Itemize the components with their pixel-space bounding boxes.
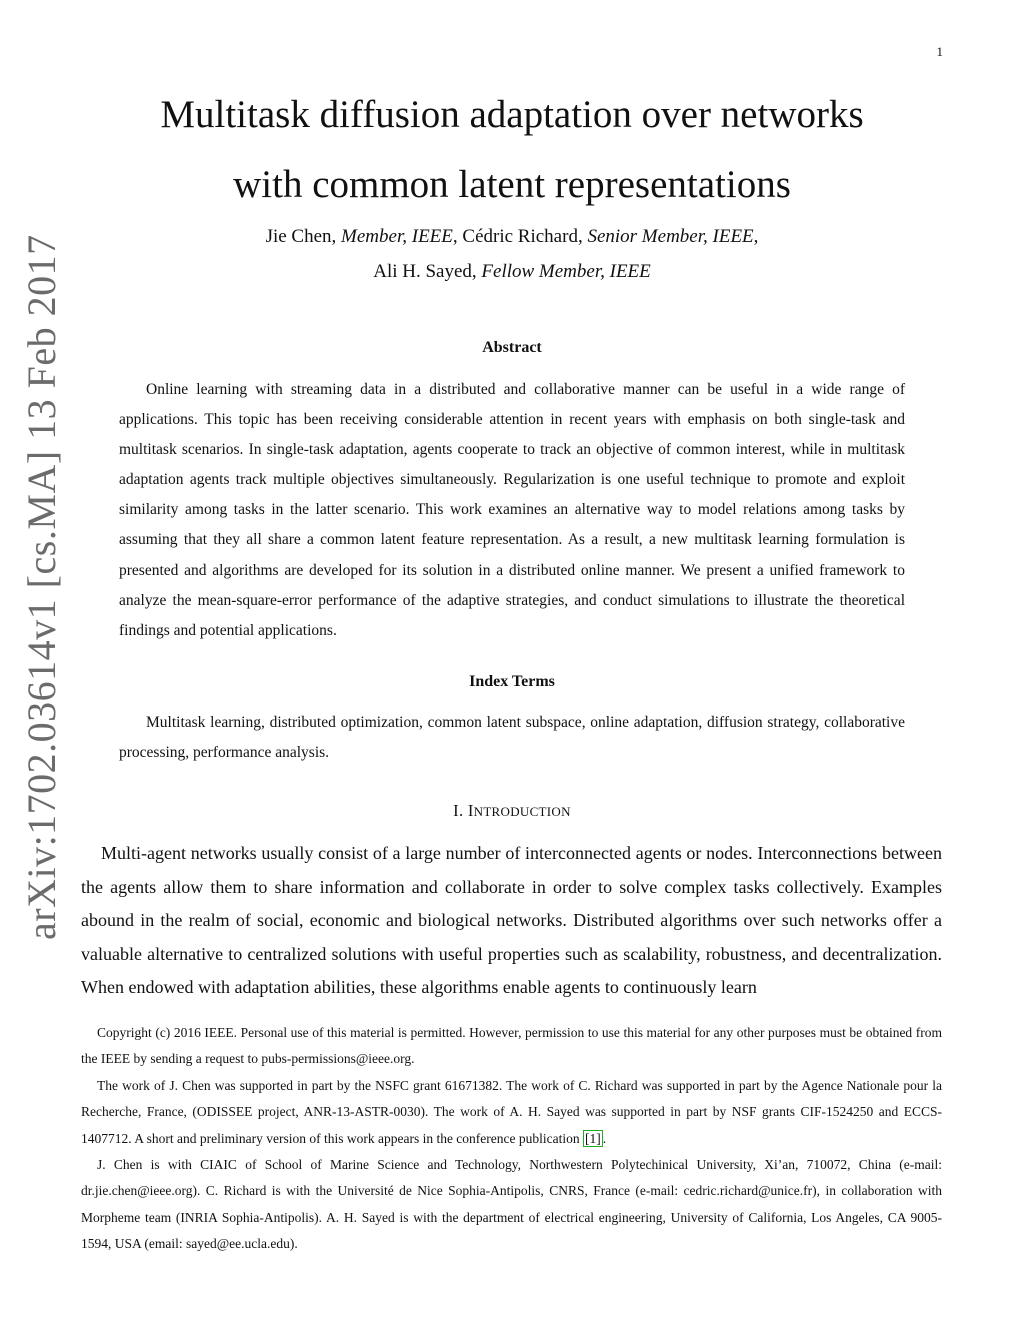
author-membership: Fellow Member, IEEE <box>481 261 651 282</box>
copyright-note: Copyright (c) 2016 IEEE. Personal use of this material is permitted. However, permission to use this material for any other purposes must be obtained from the IEEE by sending a request to pubs-permissions@ieee.org. <box>81 1025 942 1067</box>
introduction-text: Multi-agent networks usually consist of a large number of interconnected agents or nodes. Interconnections between the agents allow them to share information and collaborate in order to solve complex tasks collectively. Examples abound in the realm of social, economic and biological networks. Distributed algorithms over such networks offer a valuable alternative to centralized solutions with useful properties such as scalability, robustness, and decentralization. When endowed with adaptation abilities, these algorithms enable agents to continuously learn <box>81 843 942 997</box>
title-line-2: with common latent representations <box>233 163 791 206</box>
funding-text-end: . <box>602 1130 607 1146</box>
section-title-rest: NTRODUCTION <box>473 804 571 819</box>
footnotes <box>81 1020 942 1258</box>
index-terms-heading: Index Terms <box>469 673 555 690</box>
section-title-initial: I <box>467 801 474 820</box>
author-name: Jie Chen, <box>265 226 342 247</box>
funding-note <box>81 1073 942 1152</box>
affiliation-note: J. Chen is with CIAIC of School of Marine Science and Technology, Northwestern Polytechinical University, Xi’an, 710072, China (e-mail: dr.jie.chen@ieee.org). C. Richard is with the Université de Nice Sophia-Antipolis, CNRS, France (e-mail: cedric.richard@unice.fr), in collaboration with Morpheme team (INRIA Sophia-Antipolis). A. H. Sayed is with the department of electrical engineering, University of California, Los Angeles, CA 9005-1594, USA (email: sayed@ee.ucla.edu). <box>81 1157 942 1252</box>
citation-link[interactable]: [1] <box>585 1130 601 1146</box>
title-line-1: Multitask diffusion adaptation over networks <box>160 93 864 136</box>
author-name: , Cédric Richard, <box>452 226 588 247</box>
author-membership: Member, IEEE <box>341 226 453 247</box>
author-separator: , <box>753 226 759 247</box>
author-membership: Senior Member, IEEE <box>587 226 754 247</box>
arxiv-identifier-stamp: arXiv:1702.03614v1 [cs.MA] 13 Feb 2017 <box>19 234 64 940</box>
section-number: I. <box>453 801 468 820</box>
section-heading-introduction <box>100 801 924 821</box>
abstract-text: Online learning with streaming data in a distributed and collaborative manner can be useful in a wide range of applications. This topic has been receiving considerable attention in recent years with emphasis on both single-task and multitask scenarios. In single-task adaptation, agents cooperate to track an objective of common interest, while in multitask adaptation agents track multiple objectives simultaneously. Regularization is one useful technique to promote and exploit similarity among tasks in the latter scenario. This work examines an alternative way to model relations among tasks by assuming that they all share a common latent feature representation. As a result, a new multitask learning formulation is presented and algorithms are developed for its solution in a distributed online manner. We present a unified framework to analyze the mean-square-error performance of the adaptive strategies, and conduct simulations to illustrate the theoretical findings and potential applications. <box>119 381 905 639</box>
page-number: 1 <box>936 44 943 59</box>
abstract-heading: Abstract <box>482 339 542 356</box>
paper-title <box>100 80 924 220</box>
funding-text: The work of J. Chen was supported in part by the NSFC grant 61671382. The work of C. Richard was supported in part by the Agence Nationale pour la Recherche, France, (ODISSEE project, ANR-13-ASTR-0030). The work of A. H. Sayed was supported in part by NSF grants CIF-1524250 and ECCS-1407712. A short and preliminary version of this work appears in the conference publication <box>81 1077 942 1146</box>
index-terms-text: Multitask learning, distributed optimization, common latent subspace, online adaptation, diffusion strategy, collaborative processing, performance analysis. <box>119 714 905 762</box>
author-name: Ali H. Sayed, <box>373 261 482 282</box>
author-list <box>100 219 924 289</box>
